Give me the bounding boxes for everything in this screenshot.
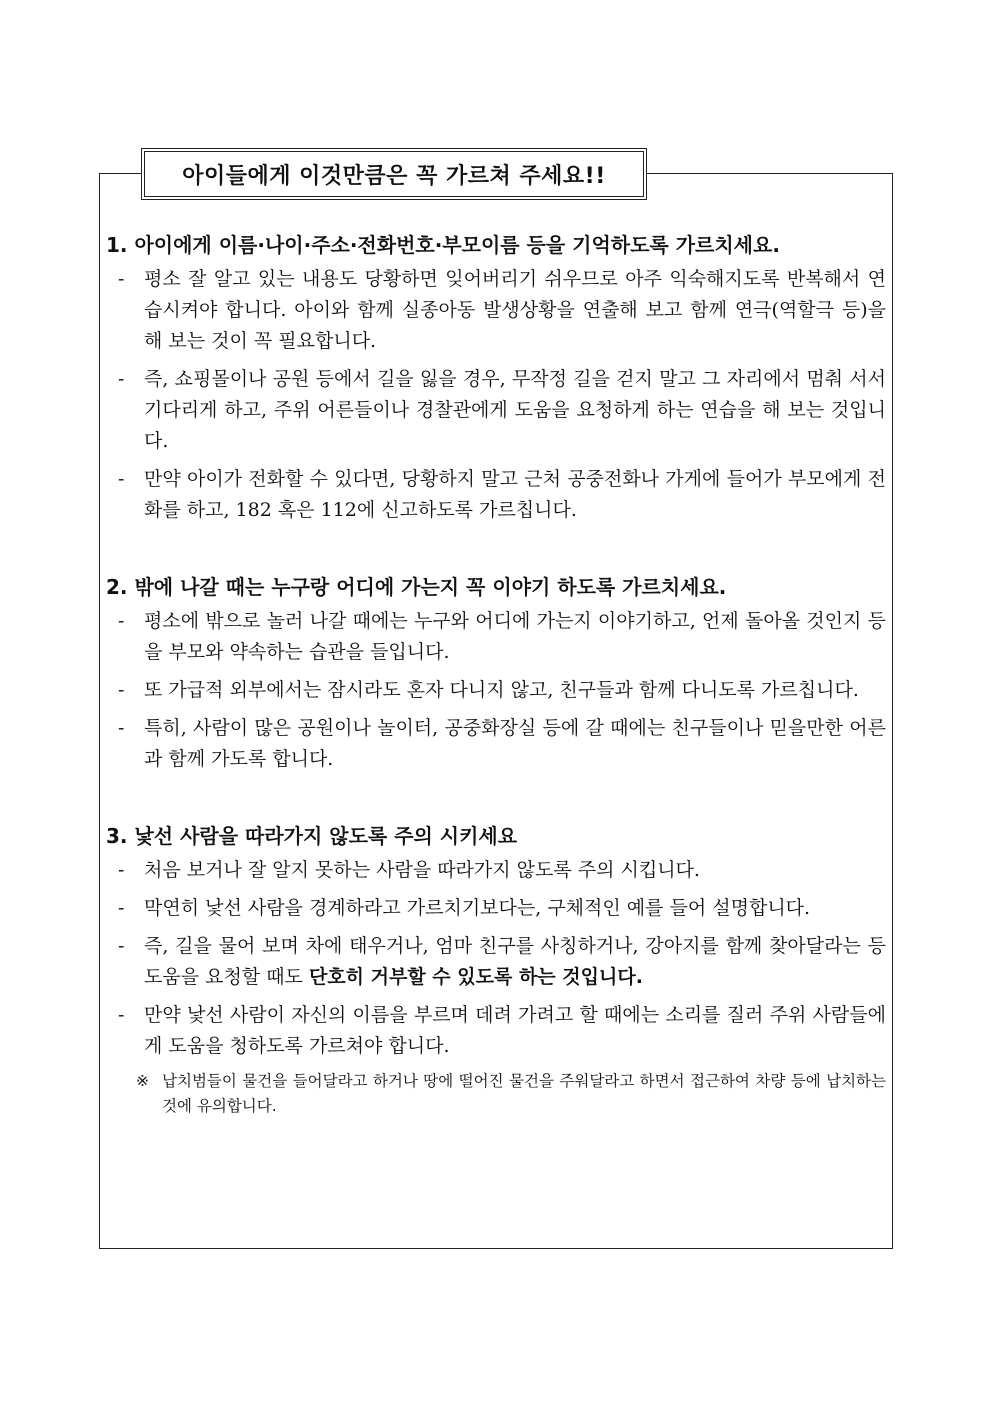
footnote (106, 1069, 886, 1119)
list-item (106, 675, 886, 706)
dash-bullet: - (118, 717, 125, 739)
item-text: 즉, 길을 물어 보며 차에 태우거나, 엄마 친구를 사칭하거나, 강아지를 함께 찾아달라는 등 도움을 요청할 때도 (144, 935, 886, 988)
item-text: 즉, 쇼핑몰이나 공원 등에서 길을 잃을 경우, 무작정 길을 걷지 말고 그 자리에서 멈춰 서서 기다리게 하고, 주위 어른들이나 경찰관에게 도움을 요청하게 하는 연습을 해 보는 것입니다. (144, 368, 886, 452)
list-item (106, 464, 886, 526)
list-item (106, 931, 886, 993)
dash-bullet: - (118, 859, 125, 881)
item-text: 또 가급적 외부에서는 잠시라도 혼자 다니지 않고, 친구들과 함께 다니도록 가르칩니다. (144, 679, 859, 701)
section-2-heading: 2. 밖에 나갈 때는 누구랑 어디에 가는지 꼭 이야기 하도록 가르치세요. (106, 575, 727, 599)
document-body (106, 228, 886, 1119)
section-3-heading: 3. 낯선 사람을 따라가지 않도록 주의 시키세요 (106, 824, 518, 848)
item-text: 막연히 낯선 사람을 경계하라고 가르치기보다는, 구체적인 예를 들어 설명합니다. (144, 897, 811, 919)
list-item (106, 264, 886, 357)
list-item (106, 606, 886, 668)
dash-bullet: - (118, 368, 125, 390)
section-1-heading: 1. 아이에게 이름·나이·주소·전화번호·부모이름 등을 기억하도록 가르치세요. (106, 233, 780, 257)
dash-bullet: - (118, 679, 125, 701)
dash-bullet: - (118, 268, 125, 290)
dash-bullet: - (118, 468, 125, 490)
section-2 (106, 570, 886, 775)
emphasis-text: 단호히 거부할 수 있도록 하는 것입니다. (308, 966, 643, 988)
list-item (106, 855, 886, 886)
section-3 (106, 819, 886, 1119)
list-item (106, 893, 886, 924)
item-text: 만약 낯선 사람이 자신의 이름을 부르며 데려 가려고 할 때에는 소리를 질러 주위 사람들에게 도움을 청하도록 가르쳐야 합니다. (144, 1004, 886, 1057)
list-item (106, 364, 886, 457)
item-text: 만약 아이가 전화할 수 있다면, 당황하지 말고 근처 공중전화나 가게에 들어가 부모에게 전화를 하고, 182 혹은 112에 신고하도록 가르칩니다. (144, 468, 886, 521)
page-title: 아이들에게 이것만큼은 꼭 가르쳐 주세요!! (141, 148, 647, 200)
list-item (106, 1000, 886, 1062)
footnote-text: 납치범들이 물건을 들어달라고 하거나 땅에 떨어진 물건을 주워달라고 하면서 접근하여 차량 등에 납치하는 것에 유의합니다. (162, 1072, 886, 1115)
reference-mark: ※ (136, 1072, 149, 1090)
dash-bullet: - (118, 610, 125, 632)
dash-bullet: - (118, 935, 125, 957)
item-text: 처음 보거나 잘 알지 못하는 사람을 따라가지 않도록 주의 시킵니다. (144, 859, 700, 881)
item-text: 특히, 사람이 많은 공원이나 놀이터, 공중화장실 등에 갈 때에는 친구들이나 믿을만한 어른과 함께 가도록 합니다. (144, 717, 886, 770)
dash-bullet: - (118, 897, 125, 919)
item-text: 평소에 밖으로 놀러 나갈 때에는 누구와 어디에 가는지 이야기하고, 언제 돌아올 것인지 등을 부모와 약속하는 습관을 들입니다. (144, 610, 886, 663)
item-text: 평소 잘 알고 있는 내용도 당황하면 잊어버리기 쉬우므로 아주 익숙해지도록 반복해서 연습시켜야 합니다. 아이와 함께 실종아동 발생상황을 연출해 보고 함께 연극(역할극 등)을 해 보는 것이 꼭 필요합니다. (144, 268, 886, 352)
section-1 (106, 228, 886, 526)
list-item (106, 713, 886, 775)
dash-bullet: - (118, 1004, 125, 1026)
